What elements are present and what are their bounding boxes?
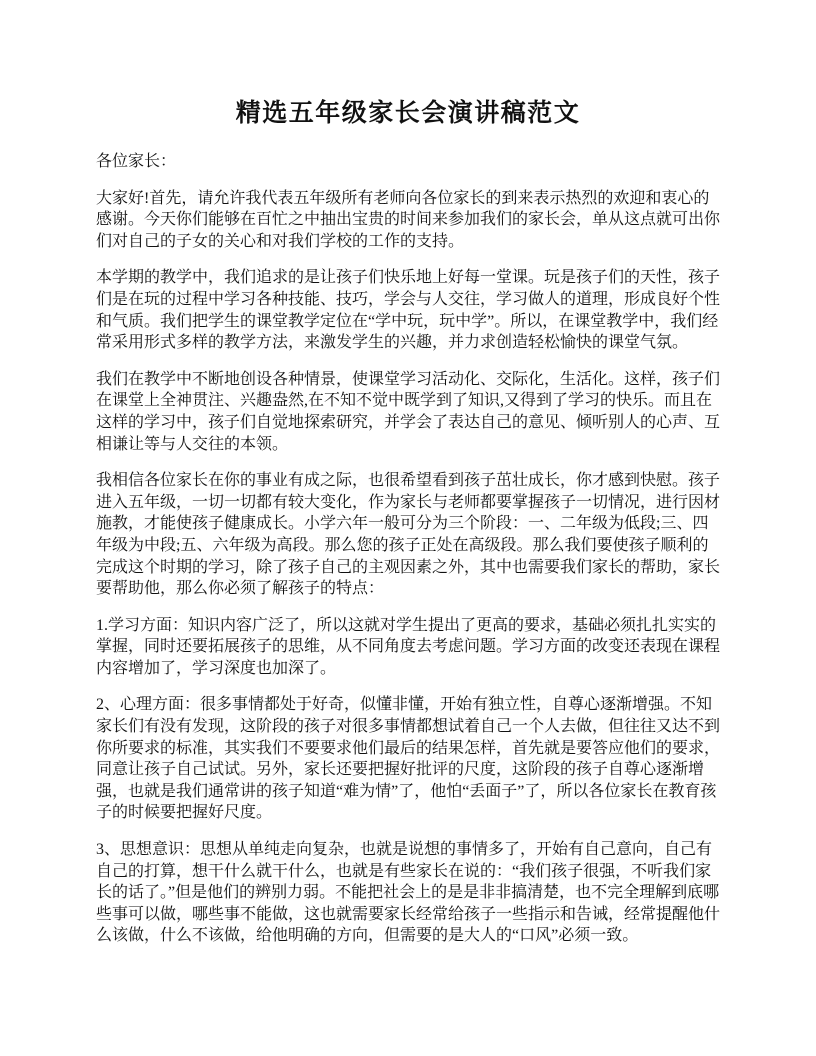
paragraph: 3、思想意识：思想从单纯走向复杂，也就是说想的事情多了，开始有自己意向，自己有自己的打算，想干什么就干什么，也就是有些家长在说的：“我们孩子很强，不听我们家长的话了。”但是他们的辨别力弱。不能把社会上的是是非非搞清楚，也不完全理解到底哪些事可以做，哪些事不能做，这也就需要家长经常给孩子一些指示和告诫，经常提醒他什么该做，什么不该做，给他明确的方向，但需要的是大人的“口风”必须一致。 — [96, 841, 721, 945]
paragraph: 我们在教学中不断地创设各种情景，使课堂学习活动化、交际化，生活化。这样，孩子们在课堂上全神贯注、兴趣盎然,在不知不觉中既学到了知识,又得到了学习的快乐。而且在这样的学习中，孩子们自觉地探索研究，并学会了表达自己的意见、倾听别人的心声、互相谦让等与人交往的本领。 — [96, 370, 721, 453]
salutation: 各位家长： — [96, 153, 177, 170]
paragraph: 大家好!首先，请允许我代表五年级所有老师向各位家长的到来表示热烈的欢迎和衷心的感谢。今天你们能够在百忙之中抽出宝贵的时间来参加我们的家长会，单从这点就可出你们对自己的子女的关心和对我们学校的工作的支持。 — [96, 189, 721, 250]
document-title: 精选五年级家长会演讲稿范文 — [235, 100, 581, 127]
paragraph: 我相信各位家长在你的事业有成之际，也很希望看到孩子茁壮成长，你才感到快慰。孩子进入五年级，一切一切都有较大变化，作为家长与老师都要掌握孩子一切情况，进行因材施教，才能使孩子健康成长。小学六年一般可分为三个阶段：一、二年级为低段;三、四年级为中段;五、六年级为高段。那么您的孩子正处在高级段。那么我们要使孩子顺利的完成这个时期的学习，除了孩子自己的主观因素之外，其中也需要我们家长的帮助，家长要帮助他，那么你必须了解孩子的特点： — [96, 472, 721, 598]
paragraphs-container — [96, 188, 720, 947]
paragraph: 本学期的教学中，我们追求的是让孩子们快乐地上好每一堂课。玩是孩子们的天性，孩子们是在玩的过程中学习各种技能、技巧，学会与人交往，学习做人的道理，形成良好个性和气质。我们把学生的课堂教学定位在“学中玩，玩中学”。所以，在课堂教学中，我们经常采用形式多样的教学方法，来激发学生的兴趣，并力求创造轻松愉快的课堂气氛。 — [96, 269, 721, 352]
paragraph: 2、心理方面：很多事情都处于好奇，似懂非懂，开始有独立性，自尊心逐渐增强。不知家长们有没有发现，这阶段的孩子对很多事情都想试着自己一个人去做，但往往又达不到你所要求的标准，其实我们不要要求他们最后的结果怎样，首先就是要答应他们的要求，同意让孩子自己试试。另外，家长还要把握好批评的尺度，这阶段的孩子自尊心逐渐增强，也就是我们通常讲的孩子知道“难为情”了，他怕“丢面子”了，所以各位家长在教育孩子的时候要把握好尺度。 — [96, 696, 721, 822]
paragraph: 1.学习方面：知识内容广泛了，所以这就对学生提出了更高的要求，基础必须扎扎实实的掌握，同时还要拓展孩子的思维，从不同角度去考虑问题。学习方面的改变还表现在课程内容增加了，学习深度也加深了。 — [96, 616, 721, 677]
